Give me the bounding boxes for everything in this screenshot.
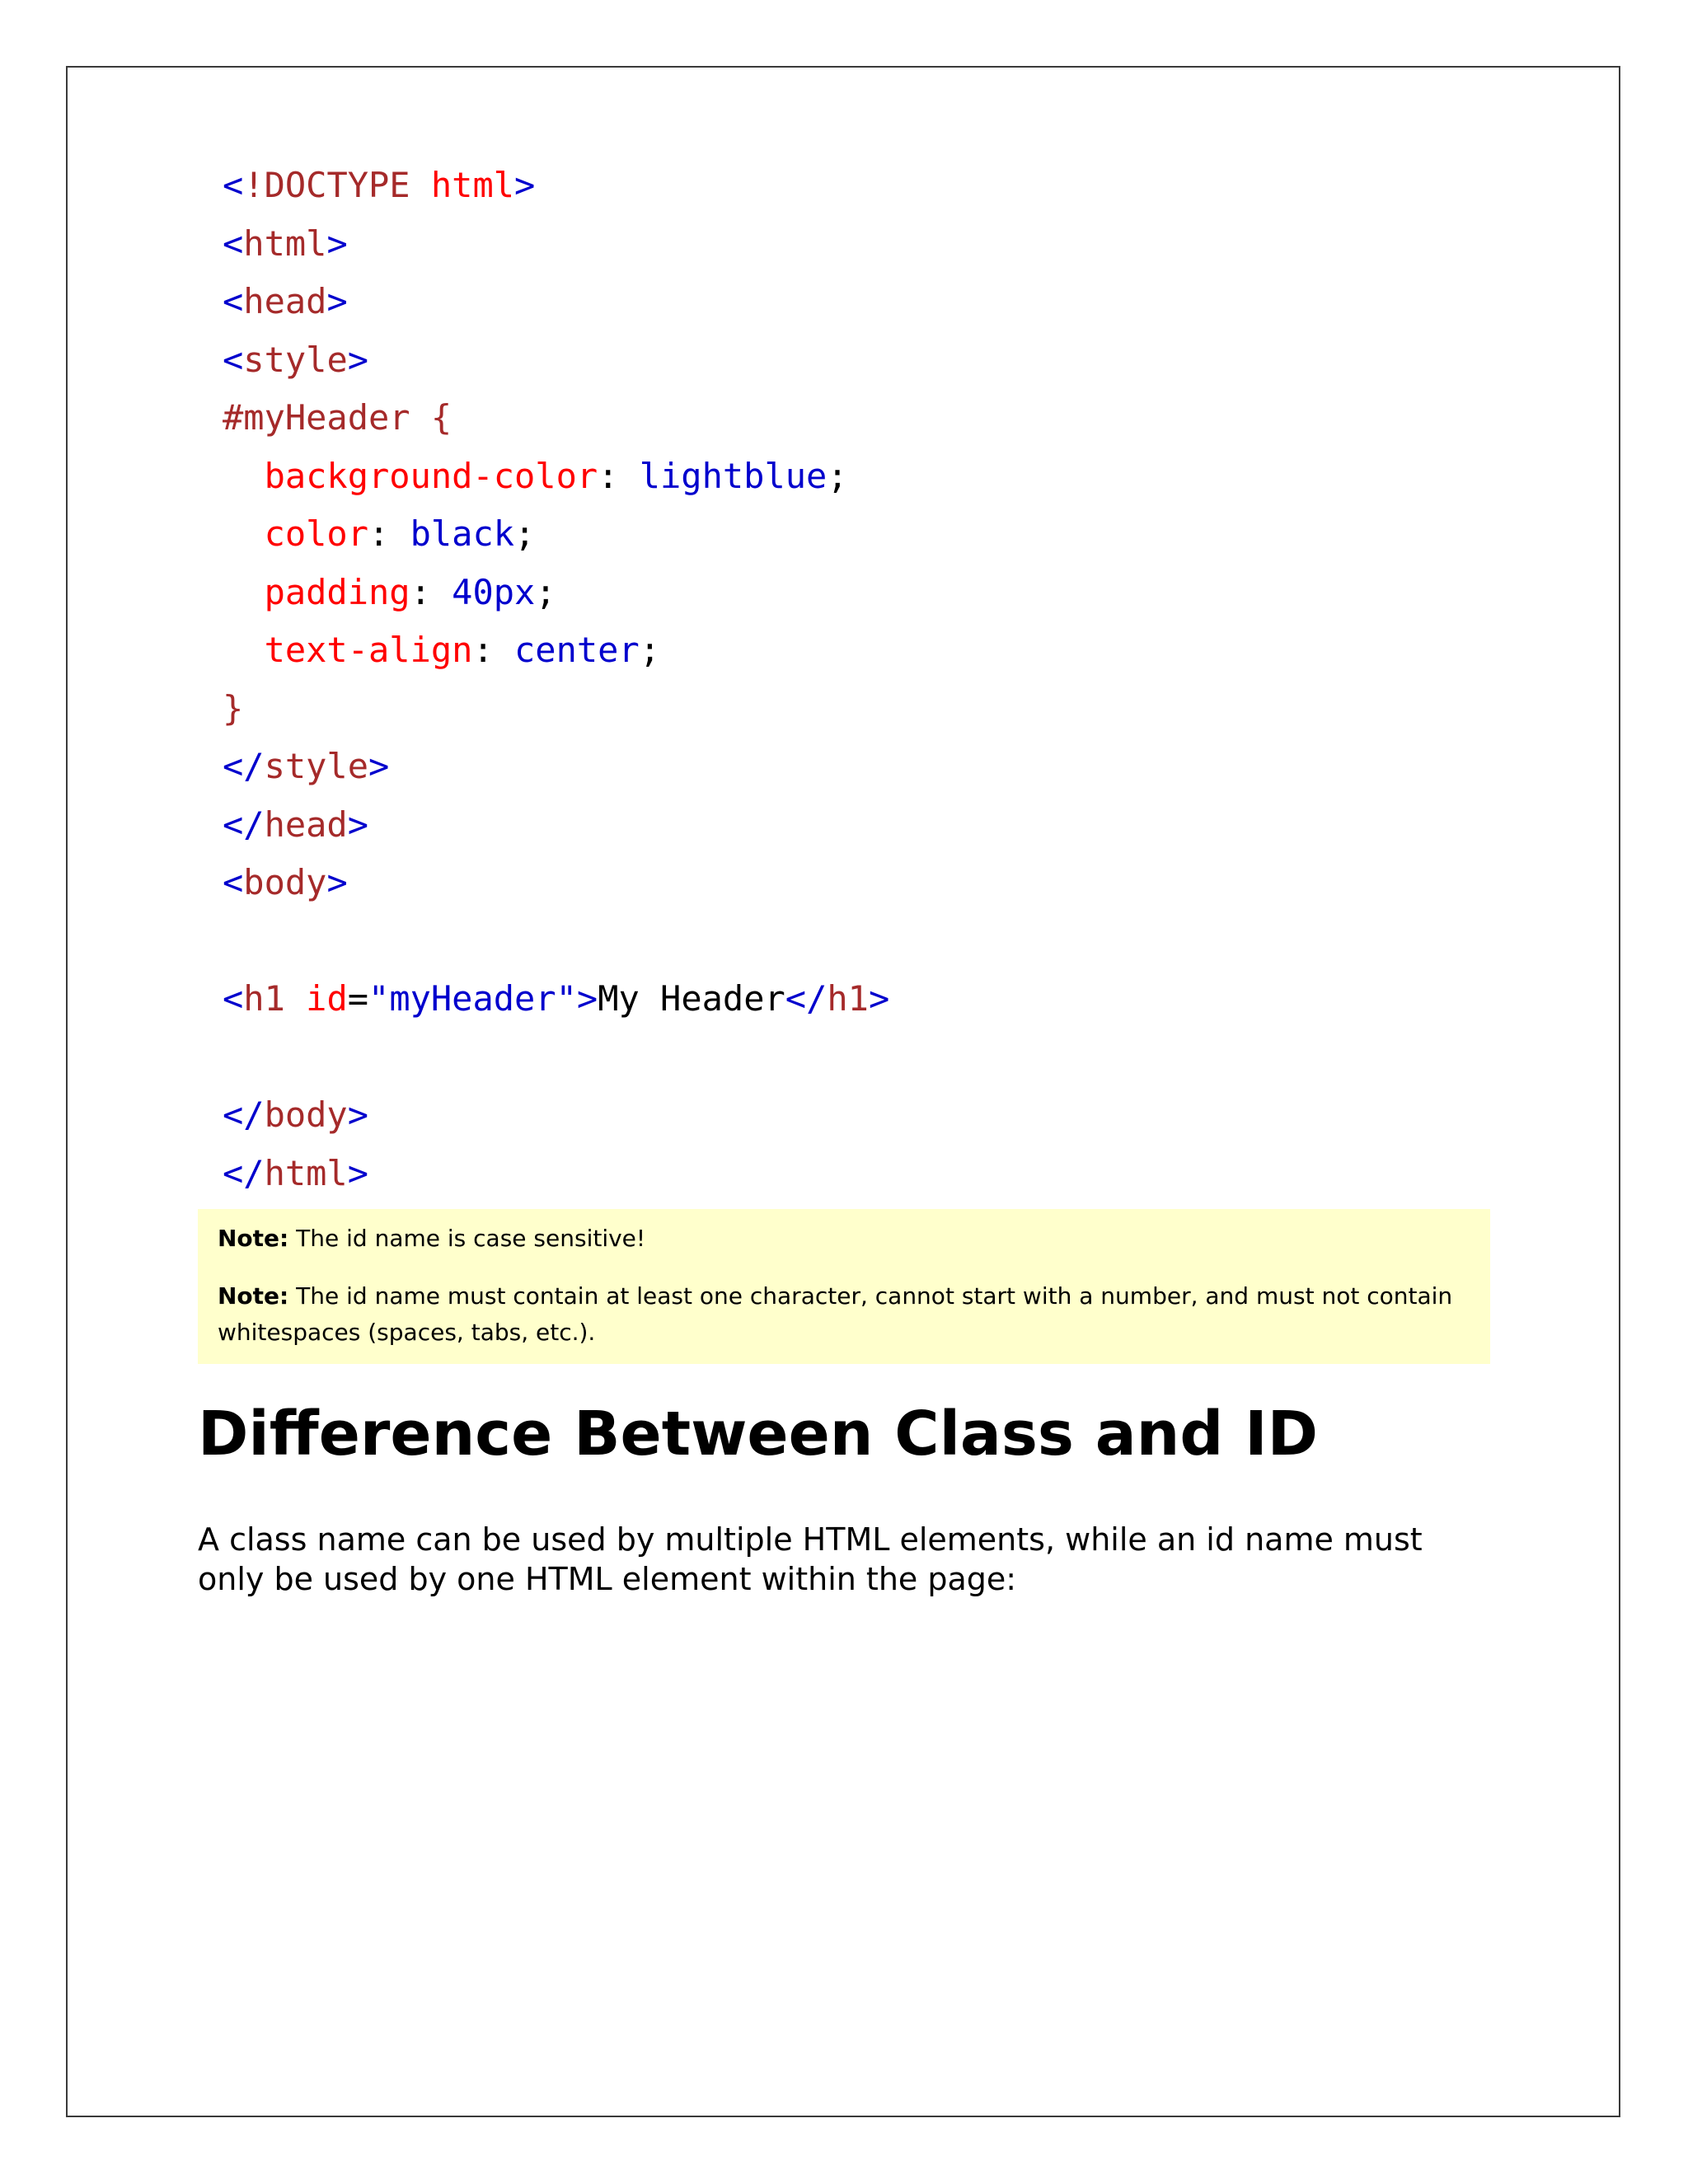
code-token: My Header	[598, 978, 785, 1019]
code-token: html	[410, 165, 515, 205]
code-token: lightblue	[639, 455, 828, 496]
code-token: >	[326, 223, 348, 264]
code-token: </	[223, 1094, 265, 1135]
code-token: }	[223, 687, 244, 729]
code-line	[223, 448, 889, 506]
code-token: ;	[535, 571, 556, 612]
note-text: The id name must contain at least one character, cannot start with a number, and must not contain whitespaces (spaces, tabs, etc.).	[218, 1282, 1453, 1346]
code-token: ;	[827, 455, 848, 496]
code-line	[223, 1145, 889, 1203]
code-token: padding	[223, 571, 410, 612]
code-token: >	[326, 862, 348, 902]
code-example	[223, 157, 889, 1202]
code-token: style	[264, 746, 369, 786]
code-line	[223, 215, 889, 274]
code-token: h1	[827, 978, 869, 1019]
code-line	[223, 738, 889, 796]
code-token: html	[264, 1152, 348, 1193]
code-token: ;	[514, 513, 536, 554]
section-paragraph: A class name can be used by multiple HTML elements, while an id name must only be used by one HTML element within the page:	[198, 1521, 1423, 1597]
code-line	[223, 331, 889, 390]
code-token: :	[410, 571, 452, 612]
note-label: Note:	[218, 1225, 289, 1252]
code-token: </	[223, 804, 265, 845]
code-token: >	[514, 165, 536, 205]
code-token: >	[368, 746, 390, 786]
code-token: <	[223, 223, 244, 264]
code-token: !DOCTYPE	[243, 165, 410, 205]
code-token: :	[472, 630, 515, 670]
code-token: color	[223, 513, 369, 554]
code-token: >	[347, 804, 369, 845]
code-token: <	[223, 281, 244, 321]
code-token: black	[410, 513, 515, 554]
code-line	[223, 1029, 889, 1087]
code-token: body	[243, 862, 327, 902]
code-token: head	[264, 804, 348, 845]
code-token: =	[347, 978, 369, 1019]
code-token: html	[243, 223, 327, 264]
code-token: center	[514, 630, 640, 670]
code-token: style	[243, 339, 348, 380]
note-box	[198, 1209, 1490, 1364]
note-case-sensitive	[218, 1221, 1470, 1257]
code-token: <	[223, 339, 244, 380]
code-token: id	[284, 978, 348, 1019]
code-token: <	[223, 862, 244, 902]
code-token: body	[264, 1094, 348, 1135]
code-token: background-color	[223, 455, 598, 496]
code-token: </	[223, 746, 265, 786]
code-token: <	[223, 165, 244, 205]
code-token: 40px	[452, 571, 536, 612]
code-line	[223, 1086, 889, 1145]
code-line	[223, 621, 889, 680]
code-token: >	[347, 1094, 369, 1135]
code-token: >	[326, 281, 348, 321]
code-token: >	[347, 1152, 369, 1193]
code-token: :	[598, 455, 640, 496]
code-token: >	[868, 978, 890, 1019]
code-line	[223, 505, 889, 564]
code-token: head	[243, 281, 327, 321]
code-token: :	[368, 513, 410, 554]
code-line	[223, 854, 889, 912]
code-token: >	[576, 978, 598, 1019]
code-line	[223, 157, 889, 215]
code-token: ;	[639, 630, 661, 670]
code-token: <	[223, 978, 244, 1019]
code-line	[223, 912, 889, 971]
code-token: "myHeader"	[368, 978, 577, 1019]
code-line	[223, 970, 889, 1029]
note-label: Note:	[218, 1282, 289, 1310]
section-heading: Difference Between Class and ID	[198, 1399, 1319, 1469]
note-text: The id name is case sensitive!	[288, 1225, 646, 1252]
code-line	[223, 389, 889, 448]
code-line	[223, 273, 889, 331]
code-line	[223, 680, 889, 738]
code-line	[223, 564, 889, 622]
note-naming-rules	[218, 1278, 1470, 1351]
code-token: >	[347, 339, 369, 380]
code-token: </	[223, 1152, 265, 1193]
code-line	[223, 796, 889, 855]
code-token: </	[785, 978, 828, 1019]
code-token: h1	[243, 978, 285, 1019]
code-token: text-align	[223, 630, 473, 670]
code-token: #myHeader {	[223, 397, 452, 438]
